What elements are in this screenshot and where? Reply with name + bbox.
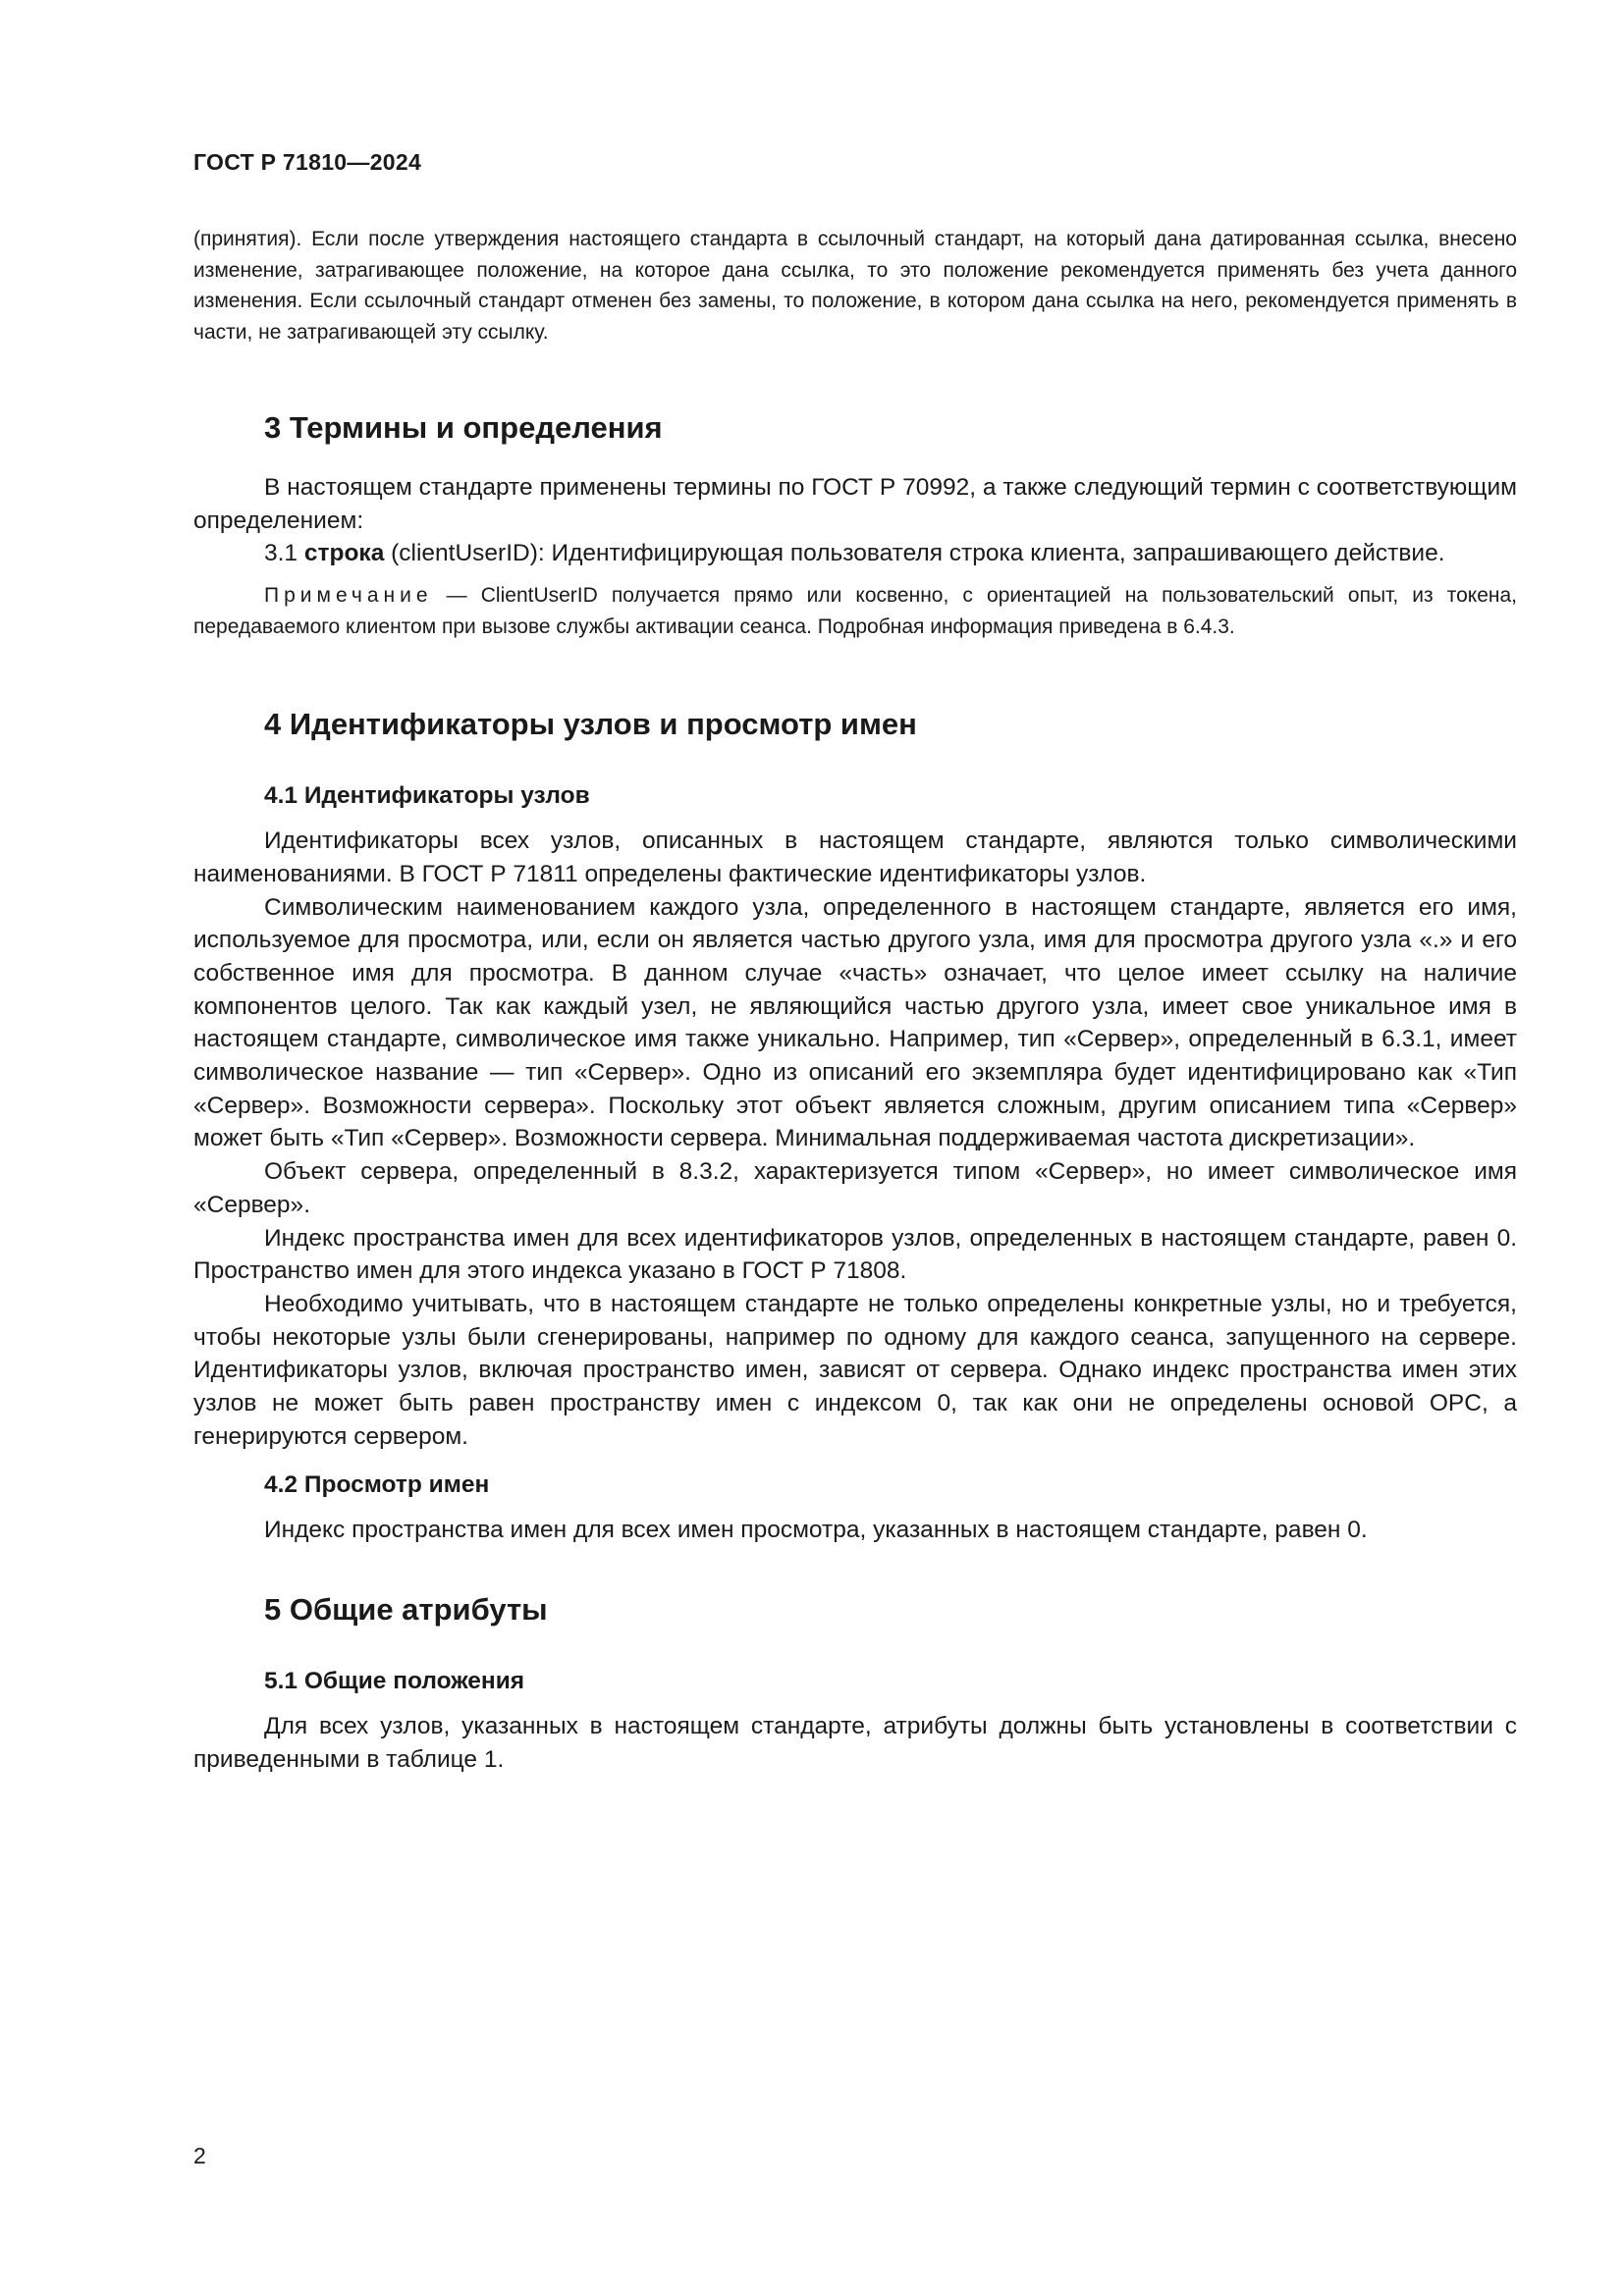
section-3-paragraph: В настоящем стандарте применены термины по ГОСТ Р 70992, а также следующий термин с соответствующим определением: (193, 474, 1517, 534)
subsection-5-1-heading: 5.1 Общие положения (264, 1668, 525, 1695)
subsection-4-1-paragraph: Индекс пространства имен для всех идентификаторов узлов, определенных в настоящем стандарте, равен 0. Пространство имен для этого индекса указано в ГОСТ Р 71808. (193, 1224, 1517, 1285)
subsection-4-1-heading: 4.1 Идентификаторы узлов (264, 782, 590, 810)
subsection-4-1-paragraph: Объект сервера, определенный в 8.3.2, характеризуется типом «Сервер», но имеет символическое имя «Сервер». (193, 1158, 1517, 1218)
note-paragraph (193, 580, 1517, 642)
subsection-4-1-paragraph: Символическим наименованием каждого узла, определенного в настоящем стандарте, является его имя, используемое для просмотра, или, если он является частью другого узла, имя для просмотра другого узла «.» и его собственное имя для просмотра. В данном случае «часть» означает, что целое имеет ссылку на наличие компонентов целого. Так как каждый узел, не являющийся частью другого узла, имеет свое уникальное имя в настоящем стандарте, символическое имя также уникально. Например, тип «Сервер», определенный в 6.3.1, имеет символическое название — тип «Сервер». Одно из описаний его экземпляра будет идентифицировано как «Тип «Сервер». Возможности сервера». Поскольку этот объект является сложным, другим описанием типа «Сервер» может быть «Тип «Сервер». Возможности сервера. Минимальная поддерживаемая частота дискретизации». (193, 893, 1517, 1152)
section-4-heading: 4 Идентификаторы узлов и просмотр имен (264, 707, 917, 742)
note-label: Примечание (264, 584, 433, 608)
subsection-4-1-paragraph: Необходимо учитывать, что в настоящем стандарте не только определены конкретные узлы, но и требуется, чтобы некоторые узлы были сгенерированы, например по одному для каждого сеанса, запущенного на сервере. Идентификаторы узлов, включая пространство имен, зависят от сервера. Однако индекс пространства имен этих узлов не может быть равен пространству имен с индексом 0, так как они не определены основой OPC, а генерируются сервером. (193, 1290, 1517, 1450)
page-number: 2 (193, 2143, 206, 2168)
page-content (193, 224, 1517, 1777)
document-id-header: ГОСТ Р 71810—2024 (193, 149, 422, 175)
section-5-heading: 5 Общие атрибуты (264, 1592, 548, 1628)
term-definition-text: (clientUserID): Идентифицирующая пользователя строка клиента, запрашивающего действие. (384, 540, 1445, 567)
term-definition (193, 537, 1517, 570)
section-3-heading: 3 Термины и определения (264, 410, 663, 445)
term-number: 3.1 (264, 540, 304, 567)
subsection-4-2-paragraph: Индекс пространства имен для всех имен просмотра, указанных в настоящем стандарте, равен 0. (264, 1517, 1368, 1544)
intro-paragraph: (принятия). Если после утверждения настоящего стандарта в ссылочный стандарт, на который дана датированная ссылка, внесено изменение, затрагивающее положение, на которое дана ссылка, то это положение рекомендуется применять без учета данного изменения. Если ссылочный стандарт отменен без замены, то положение, в котором дана ссылка на него, рекомендуется применять в части, не затрагивающей эту ссылку. (193, 228, 1517, 344)
subsection-5-1-paragraph: Для всех узлов, указанных в настоящем стандарте, атрибуты должны быть установлены в соответствии с приведенными в таблице 1. (193, 1713, 1517, 1773)
note-text: — ClientUserID получается прямо или косвенно, с ориентацией на пользовательский опыт, из токена, передаваемого клиентом при вызове службы активации сеанса. Подробная информация приведена в 6.4.3. (193, 584, 1517, 638)
subsection-4-1-paragraph: Идентификаторы всех узлов, описанных в настоящем стандарте, являются только символическими наименованиями. В ГОСТ Р 71811 определены фактические идентификаторы узлов. (193, 828, 1517, 887)
term-word: строка (303, 540, 385, 567)
subsection-4-2-heading: 4.2 Просмотр имен (264, 1471, 490, 1499)
